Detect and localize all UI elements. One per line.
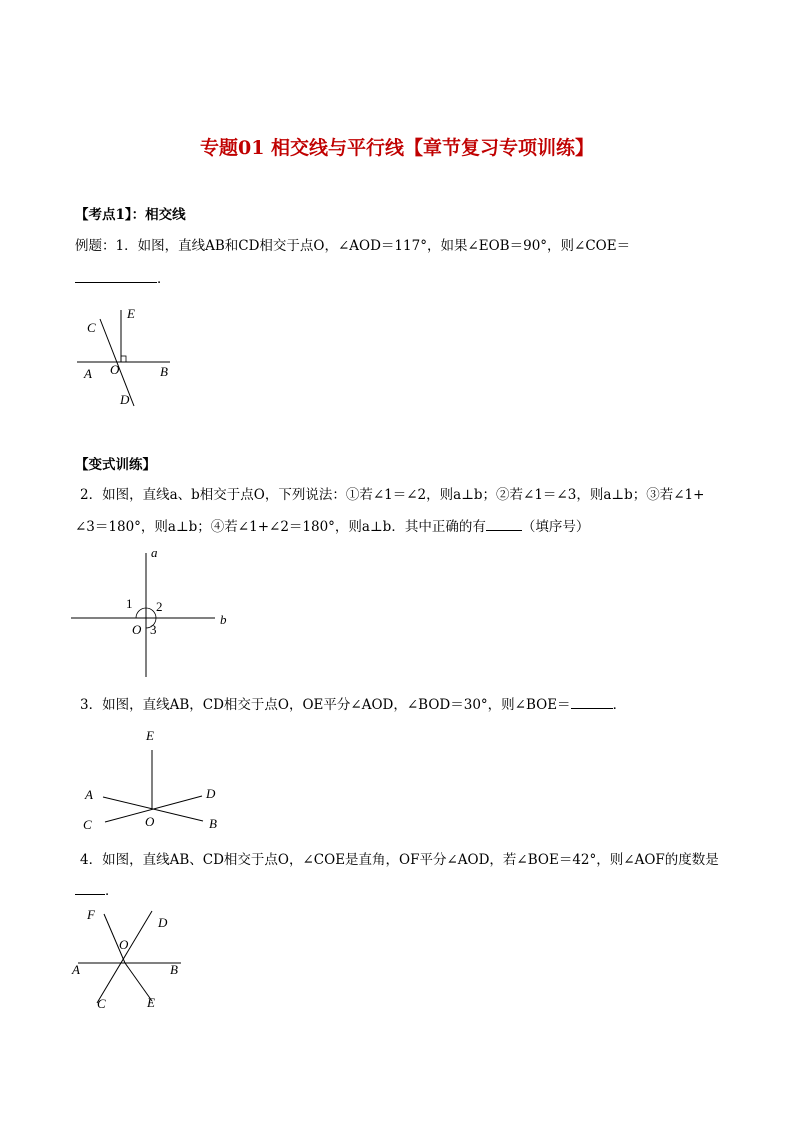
answer-blank[interactable] [75,268,157,283]
q2-line2-end: （填序号） [521,519,590,535]
figure-3 [75,725,235,837]
q2-line2 [75,516,589,537]
right-angle-mark [121,356,126,362]
label-o: O [145,814,155,829]
q4-line1: 4．如图，直线AB、CD相交于点O，∠COE是直角，OF平分∠AOD，若∠BOE＝42°，则∠AOF的度数是 [80,852,719,868]
figure-2 [68,545,238,680]
label-o: O [119,937,129,952]
q3-line1 [80,694,626,715]
label-2: 2 [156,599,163,614]
q4-line2 [75,880,119,901]
label-a: A [72,962,80,977]
label-e: E [146,728,154,743]
figure-4 [68,903,193,1015]
answer-blank[interactable] [571,694,613,709]
label-b: B [160,364,168,379]
label-e: E [147,995,155,1010]
label-b: B [170,962,178,977]
label-f: F [87,907,95,922]
label-o: O [132,622,142,637]
q2-line1: 2．如图，直线a、b相交于点O，下列说法：①若∠1＝∠2，则a⊥b；②若∠1＝∠3，则a⊥b；③若∠1+ [80,487,705,503]
q3-text: 3．如图，直线AB，CD相交于点O，OE平分∠AOD，∠BOD＝30°，则∠BOE＝ [80,697,571,713]
label-d: D [120,392,130,407]
label-c: C [97,996,106,1011]
label-b: b [220,612,227,627]
example-question-line1: 例题：1．如图，直线AB和CD相交于点O，∠AOD＝117°，如果∠EOB＝90°，则∠COE＝ [75,238,631,254]
period: ． [105,883,119,899]
label-1: 1 [126,596,133,611]
answer-blank[interactable] [75,880,105,895]
label-d: D [206,786,216,801]
label-c: C [87,320,96,335]
label-b: B [209,816,217,831]
answer-blank[interactable] [486,516,522,531]
section-heading: 【考点1】：相交线 [75,207,186,223]
figure-1 [70,300,180,410]
page-title: 专题01 相交线与平行线【章节复习专项训练】 [199,137,595,159]
period: ． [157,271,171,287]
label-o: O [110,362,120,377]
variant-heading: 【变式训练】 [75,457,156,473]
period: ． [612,697,627,713]
label-e: E [127,306,135,321]
label-a: a [151,545,158,560]
example-question-line2 [75,268,171,289]
label-3: 3 [150,622,157,637]
label-d: D [158,915,168,930]
q2-line2-text: ∠3＝180°，则a⊥b；④若∠1+∠2＝180°，则a⊥b．其中正确的有 [75,519,486,535]
label-a: A [84,366,92,381]
label-a: A [85,787,93,802]
label-c: C [83,817,92,832]
